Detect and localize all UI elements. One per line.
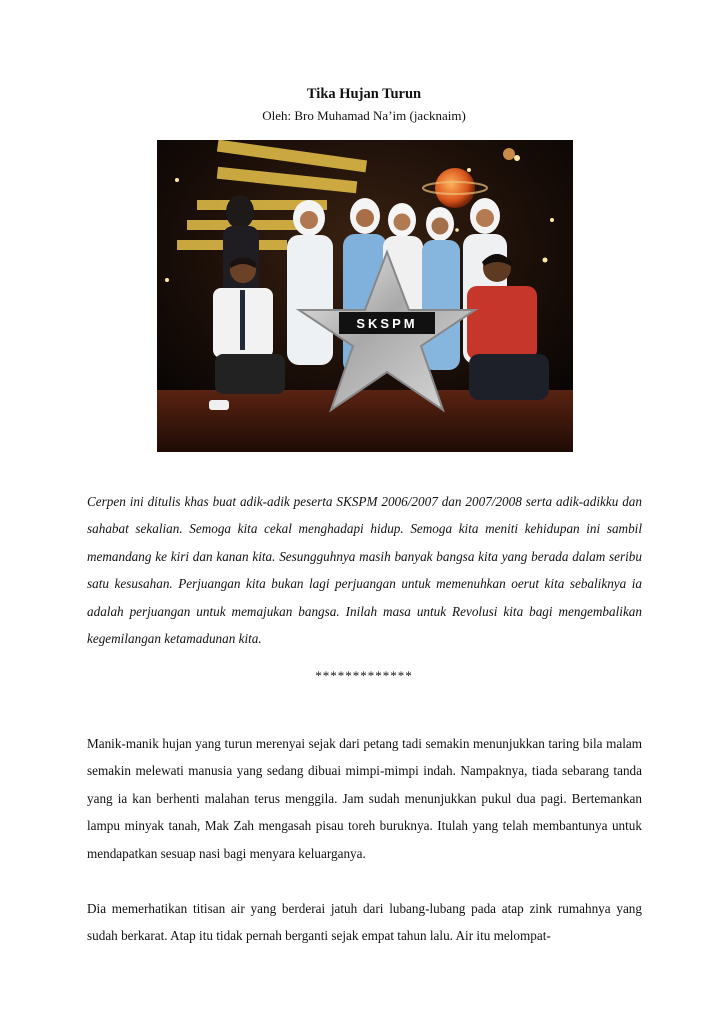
author-byline: Oleh: Bro Muhamad Na’im (jacknaim) bbox=[262, 108, 466, 123]
star-label: SKSPM bbox=[356, 316, 418, 331]
section-separator: ************* bbox=[315, 668, 413, 683]
group-photo-image bbox=[157, 140, 573, 452]
document-title: Tika Hujan Turun bbox=[306, 86, 422, 102]
story-paragraph: Manik-manik hujan yang turun merenyai sejak dari petang tadi semakin menunjukkan taring bila malam semakin melewati manusia yang sedang dibuai mimpi-mimpi indah. Nampaknya, tiada sebarang tanda yang ia kan berhenti malahan terus menggila. Jam sudah menunjukkan pukul dua pagi. Bertemankan lampu minyak tanah, Mak Zah mengasah pisau toreh buruknya. Itulah yang telah membantunya untuk mendapatkan sesuap nasi bagi menyara keluarganya. bbox=[87, 736, 642, 861]
story-paragraph: Dia memerhatikan titisan air yang berderai jatuh dari lubang-lubang pada atap zink rumahnya yang sudah berkarat. Atap itu tidak pernah berganti sejak empat tahun lalu. Air itu melompat- bbox=[87, 901, 642, 944]
group-photo bbox=[157, 140, 573, 452]
intro-paragraph: Cerpen ini ditulis khas buat adik-adik peserta SKSPM 2006/2007 dan 2007/2008 serta adik-adikku dan sahabat sekalian. Semoga kita cekal menghadapi hidup. Semoga kita meniti kehidupan ini sambil memandang ke kiri dan kanan kita. Sesungguhnya masih banyak bangsa kita yang berada dalam seribu satu kesusahan. Perjuangan kita bukan lagi perjuangan untuk memenuhkan oerut kita sebaliknya ia adalah perjuangan untuk memajukan bangsa. Inilah masa untuk Revolusi kita bagi mengembalikan kegemilangan ketamadunan kita. bbox=[87, 494, 642, 647]
